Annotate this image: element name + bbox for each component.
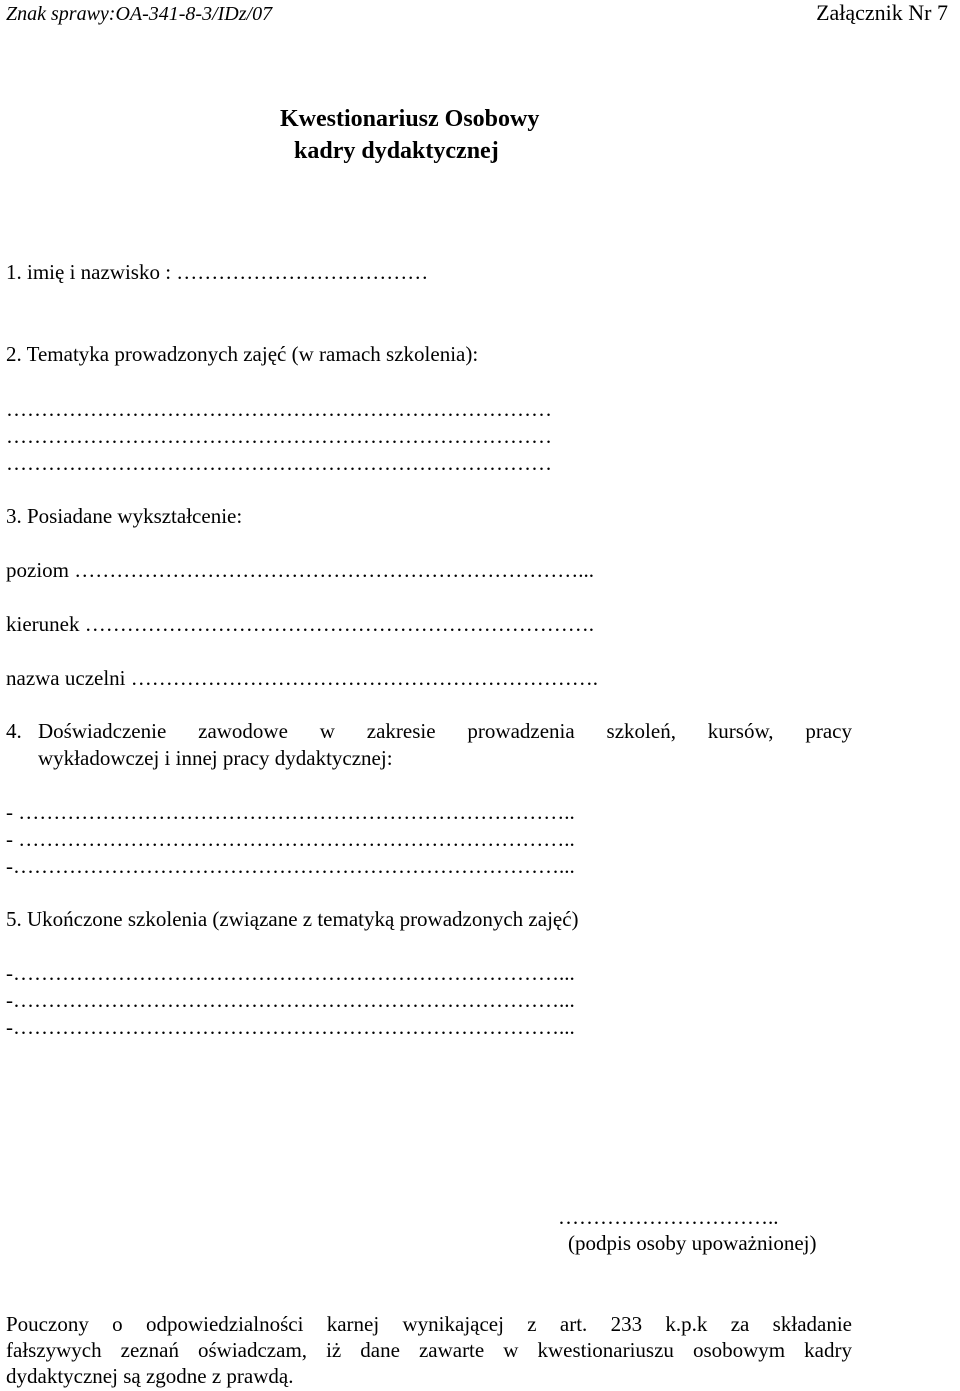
topics-label: 2. Tematyka prowadzonych zajęć (w ramach szkolenia): [6, 342, 479, 366]
education-label: 3. Posiadane wykształcenie: [6, 504, 243, 528]
education-field-of-study[interactable]: kierunek ………………………………………………………………. [6, 612, 594, 636]
signature-line[interactable]: ………………………….. [558, 1205, 779, 1229]
experience-line[interactable]: - …………………………………………………………………….. [6, 800, 575, 824]
form-title: Kwestionariusz Osobowy [280, 106, 540, 132]
trainings-label: 5. Ukończone szkolenia (związane z tematyką prowadzonych zajęć) [6, 907, 579, 931]
trainings-line[interactable]: -……………………………………………………………………... [6, 1015, 575, 1039]
experience-label-cont: wykładowczej i innej pracy dydaktycznej: [38, 746, 393, 770]
trainings-line[interactable]: -……………………………………………………………………... [6, 988, 575, 1012]
legal-notice-line: fałszywych zeznań oświadczam, iż dane zawarte w kwestionariuszu osobowym kadry [6, 1338, 852, 1362]
topics-line[interactable]: …………………………………………………………………… [6, 451, 552, 475]
topics-line[interactable]: …………………………………………………………………… [6, 424, 552, 448]
experience-number: 4. [6, 719, 22, 743]
annex-label: Załącznik Nr 7 [816, 0, 948, 25]
form-subtitle: kadry dydaktycznej [294, 138, 499, 164]
name-field[interactable]: 1. imię i nazwisko : ……………………………… [6, 260, 429, 284]
experience-line[interactable]: -……………………………………………………………………... [6, 854, 575, 878]
education-level-field[interactable]: poziom ………………………………………………………………... [6, 558, 594, 582]
experience-label: Doświadczenie zawodowe w zakresie prowadzenia szkoleń, kursów, pracy [38, 719, 852, 743]
topics-line[interactable]: …………………………………………………………………… [6, 397, 552, 421]
legal-notice-line: dydaktycznej są zgodne z prawdą. [6, 1364, 294, 1388]
trainings-line[interactable]: -……………………………………………………………………... [6, 961, 575, 985]
legal-notice-line: Pouczony o odpowiedzialności karnej wynikającej z art. 233 k.p.k za składanie [6, 1312, 852, 1336]
case-number: Znak sprawy:OA-341-8-3/IDz/07 [6, 3, 273, 25]
university-name-field[interactable]: nazwa uczelni …………………………………………………………. [6, 666, 599, 690]
experience-line[interactable]: - …………………………………………………………………….. [6, 827, 575, 851]
signature-label: (podpis osoby upoważnionej) [568, 1231, 817, 1255]
